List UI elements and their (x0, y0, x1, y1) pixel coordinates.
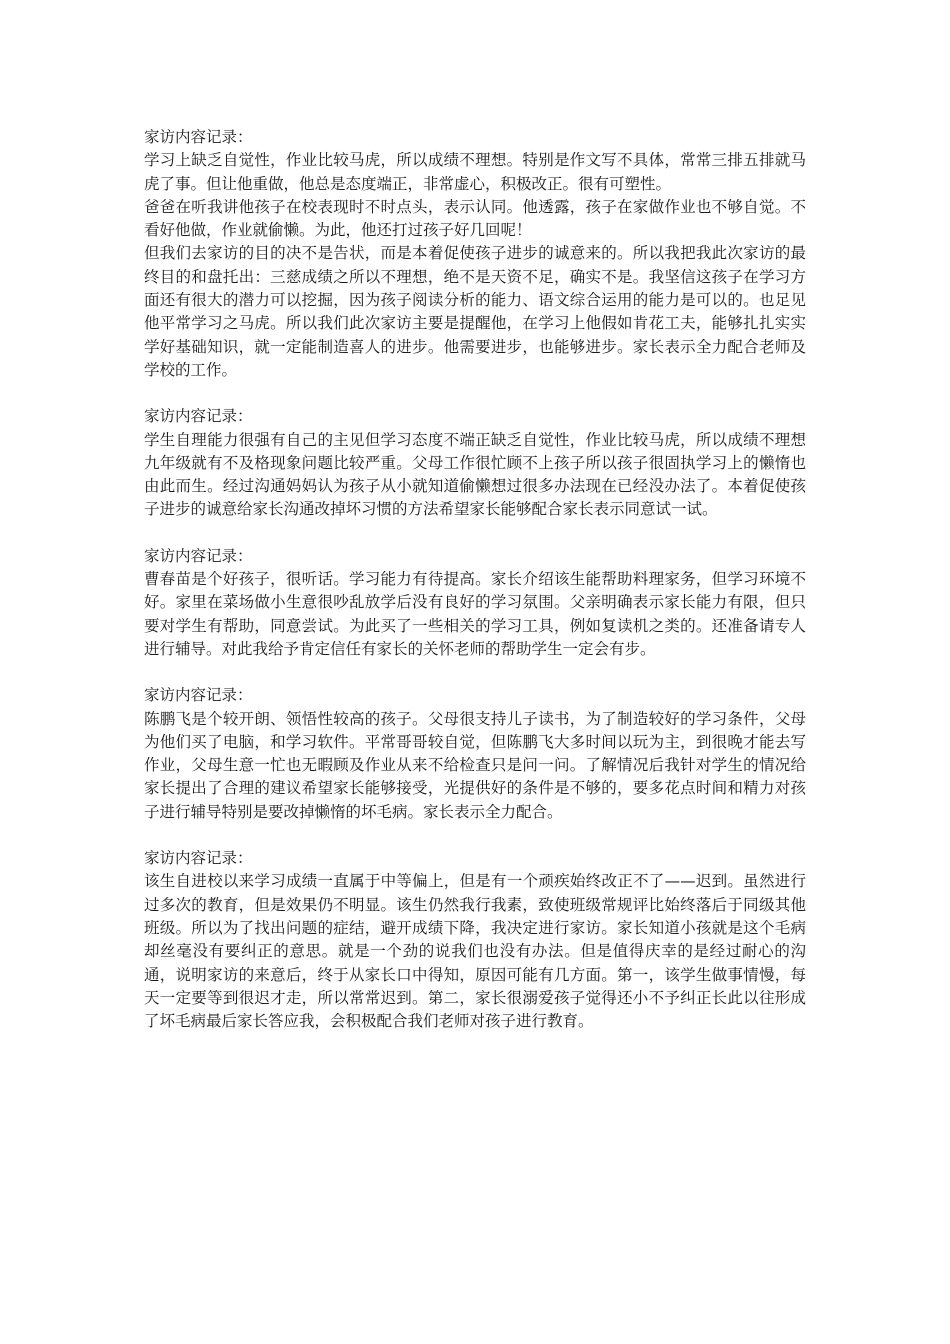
record-heading: 家访内容记录： (144, 128, 253, 146)
document-page (144, 126, 806, 1056)
record-paragraph: 曹春苗是个好孩子，很听话。学习能力有待提高。家长介绍该生能帮助料理家务，但学习环境不好。家里在菜场做小生意很吵乱放学后没有良好的学习氛围。父亲明确表示家长能力有限，但只要对学生有帮助，同意尝试。为此买了一些相关的学习工具，例如复读机之类的。还准备请专人进行辅导。对此我给予肯定信任有家长的关怀老师的帮助学生一定会有步。 (144, 570, 806, 658)
record-heading: 家访内容记录： (144, 407, 253, 426)
record-heading: 家访内容记录： (144, 546, 253, 565)
home-visit-record-3 (144, 545, 806, 661)
home-visit-record-4 (144, 684, 806, 824)
home-visit-record-2 (144, 405, 806, 521)
record-heading: 家访内容记录： (144, 686, 253, 705)
record-heading: 家访内容记录： (144, 849, 253, 868)
record-paragraph: 但我们去家访的目的决不是告状，而是本着促使孩子进步的诚意来的。所以我把我此次家访的最终目的和盘托出：三慈成绩之所以不理想，绝不是天资不足，确实不是。我坚信这孩子在学习方面还有很大的潜力可以挖掘，因为孩子阅读分析的能力、语文综合运用的能力是可以的。也足见他平常学习之马虎。所以我们此次家访主要是提醒他，在学习上他假如肯花工夫，能够扎扎实实学好基础知识，就一定能制造喜人的进步。他需要进步，也能够进步。家长表示全力配合老师及学校的工作。 (144, 244, 806, 379)
record-paragraph: 爸爸在听我讲他孩子在校表现时不时点头，表示认同。他透露，孩子在家做作业也不够自觉。不看好他做，作业就偷懒。为此，他还打过孩子好几回呢！ (144, 197, 806, 240)
record-paragraph: 学习上缺乏自觉性，作业比较马虎，所以成绩不理想。特别是作文写不具体，常常三排五排就马虎了事。但让他重做，他总是态度端正，非常虚心，积极改正。很有可塑性。 (144, 151, 806, 193)
home-visit-record-1 (144, 126, 806, 382)
record-paragraph: 学生自理能力很强有自己的主见但学习态度不端正缺乏自觉性，作业比较马虎，所以成绩不理想九年级就有不及格现象问题比较严重。父母工作很忙顾不上孩子所以孩子很固执学习上的懒惰也由此而生。经过沟通妈妈认为孩子从小就知道偷懒想过很多办法现在已经没办法了。本着促使孩子进步的诚意给家长沟通改掉坏习惯的方法希望家长能够配合家长表示同意试一试。 (144, 430, 806, 519)
record-paragraph: 陈鹏飞是个较开朗、领悟性较高的孩子。父母很支持儿子读书，为了制造较好的学习条件，父母为他们买了电脑，和学习软件。平常哥哥较自觉，但陈鹏飞大多时间以玩为主，到很晚才能去写作业，父母生意一忙也无暇顾及作业从来不给检查只是问一问。了解情况后我针对学生的情况给家长提出了合理的建议希望家长能够接受，光提供好的条件是不够的，要多花点时间和精力对孩子进行辅导特别是要改掉懒惰的坏毛病。家长表示全力配合。 (144, 709, 806, 821)
record-paragraph: 该生自进校以来学习成绩一直属于中等偏上，但是有一个顽疾始终改正不了——迟到。虽然进行过多次的教育，但是效果仍不明显。该生仍然我行我素，致使班级常规评比始终落后于同级其他班级。所以为了找出问题的症结，避开成绩下降，我决定进行家访。家长知道小孩就是这个毛病却丝毫没有要纠正的意思。就是一个劲的说我们也没有办法。但是值得庆幸的是经过耐心的沟通，说明家访的来意后，终于从家长口中得知，原因可能有几方面。第一，该学生做事情慢，每天一定要等到很迟才走，所以常常迟到。第二，家长很溺爱孩子觉得还小不予纠正长此以往形成了坏毛病最后家长答应我，会积极配合我们老师对孩子进行教育。 (144, 872, 806, 1031)
home-visit-record-5 (144, 847, 806, 1033)
